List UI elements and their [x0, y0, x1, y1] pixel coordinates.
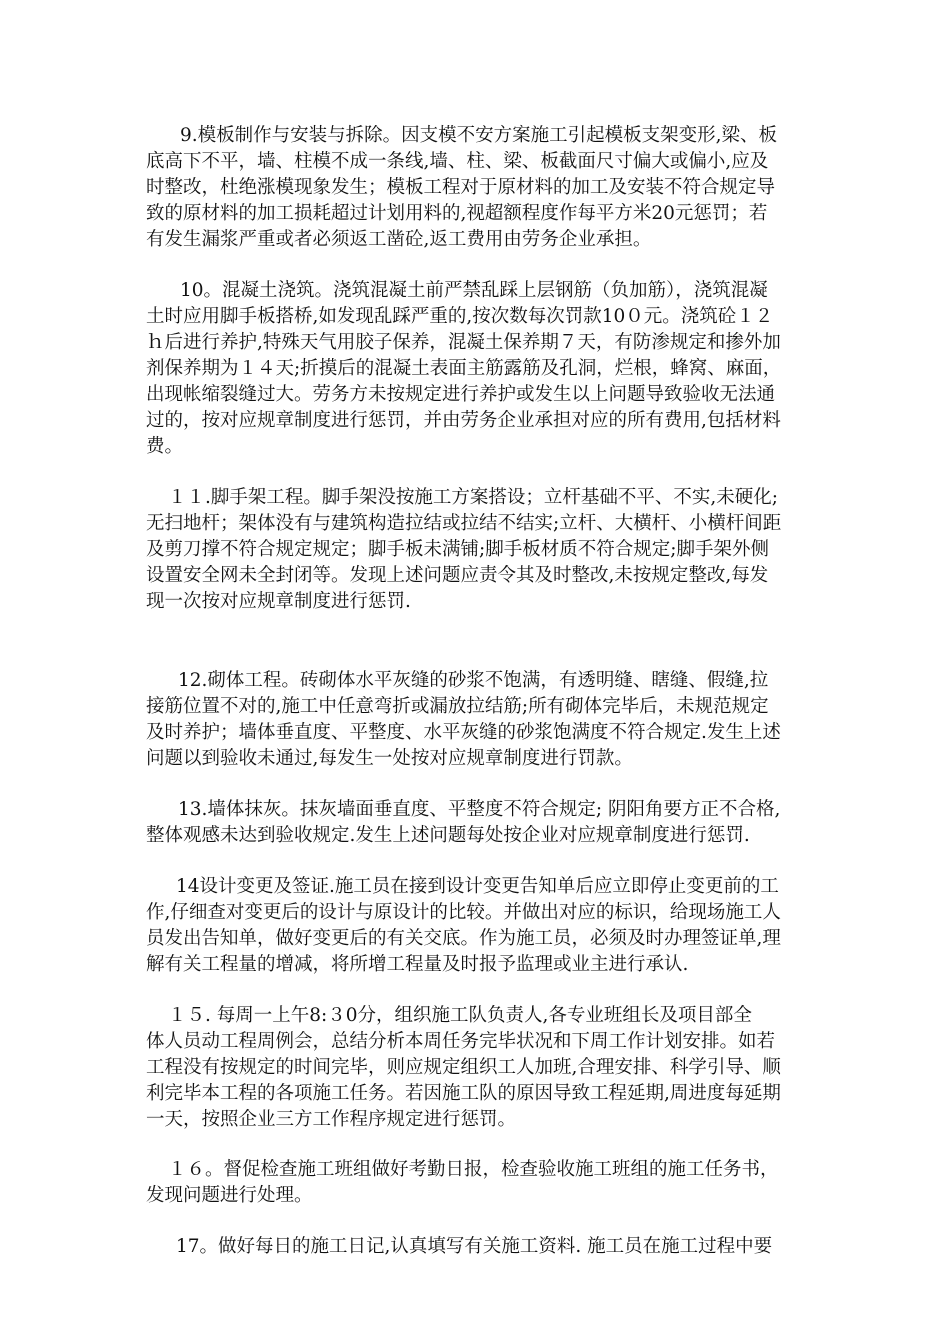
text-line: ｈ后进行养护,特殊天气用胶子保养，混凝土保养期７天，有防渗规定和掺外加 [146, 332, 781, 353]
text-line: 工程没有按规定的时间完毕，则应规定组织工人加班,合理安排、科学引导、顺 [146, 1057, 781, 1078]
text-line: 无扫地杆；架体没有与建筑构造拉结或拉结不结实;立杆、大横杆、小横杆间距 [146, 513, 782, 534]
text-line: 土时应用脚手板搭桥,如发现乱踩严重的,按次数每次罚款10０元。浇筑砼１２ [146, 306, 774, 327]
text-line: 12.砌体工程。砖砌体水平灰缝的砂浆不饱满，有透明缝、瞎缝、假缝,拉 [178, 670, 769, 691]
text-line: 时整改，杜绝涨模现象发生；模板工程对于原材料的加工及安装不符合规定导 [146, 177, 776, 198]
text-line: 费。 [146, 436, 184, 457]
text-line: 出现帐缩裂缝过大。劳务方未按规定进行养护或发生以上问题导致验收无法通 [146, 384, 776, 405]
text-line: 及剪刀撑不符合规定规定；脚手板未满铺;脚手板材质不符合规定;脚手架外侧 [146, 539, 769, 560]
text-line: １６。督促检查施工班组做好考勤日报，检查验收施工班组的施工任务书， [168, 1159, 779, 1180]
text-line: 接筋位置不对的,施工中任意弯折或漏放拉结筋;所有砌体完毕后，未规范规定 [146, 696, 769, 717]
text-line: 整体观感未达到验收规定.发生上述问题每处按企业对应规章制度进行惩罚. [146, 825, 750, 846]
text-line: 作,仔细查对变更后的设计与原设计的比较。并做出对应的标识，给现场施工人 [146, 902, 781, 923]
text-line: 体人员动工程周例会，总结分析本周任务完毕状况和下周工作计划安排。如若 [146, 1031, 776, 1052]
text-line: １５. 每周一上午8:３0分，组织施工队负责人,各专业班组长及项目部全 [168, 1005, 752, 1026]
text-line: 现一次按对应规章制度进行惩罚. [146, 591, 411, 612]
text-line: 底高下不平，墙、柱模不成一条线,墙、柱、梁、板截面尺寸偏大或偏小,应及 [146, 151, 769, 172]
text-line: 过的，按对应规章制度进行惩罚，并由劳务企业承担对应的所有费用,包括材料 [146, 410, 781, 431]
text-line: 剂保养期为１４天;折摸后的混凝土表面主筋露筋及孔洞，烂根，蜂窝、麻面， [146, 358, 782, 379]
text-line: 利完毕本工程的各项施工任务。若因施工队的原因导致工程延期,周进度每延期 [146, 1083, 781, 1104]
text-line: 致的原材料的加工损耗超过计划用料的,视超额程度作每平方米20元惩罚；若 [146, 203, 768, 224]
text-line: 9.模板制作与安装与拆除。因支模不安方案施工引起模板支架变形,梁、板 [180, 125, 778, 146]
text-line: 13.墙体抹灰。抹灰墙面垂直度、平整度不符合规定; 阴阳角要方正不合格, [178, 799, 781, 820]
text-line: 17。做好每日的施工日记,认真填写有关施工资料. 施工员在施工过程中要 [176, 1236, 773, 1257]
text-line: 有发生漏浆严重或者必须返工凿砼,返工费用由劳务企业承担。 [146, 229, 652, 250]
text-line: 设置安全网未全封闭等。发现上述问题应责令其及时整改,未按规定整改,每发 [146, 565, 769, 586]
text-line: 14设计变更及签证.施工员在接到设计变更告知单后应立即停止变更前的工 [176, 876, 779, 897]
text-line: １１.脚手架工程。脚手架没按施工方案搭设；立杆基础不平、不实,未硬化; [168, 487, 778, 508]
text-line: 解有关工程量的增减，将所增工程量及时报予监理或业主进行承认. [146, 954, 689, 975]
text-line: 发现问题进行处理。 [146, 1185, 313, 1206]
text-line: 员发出告知单，做好变更后的有关交底。作为施工员，必须及时办理签证单,理 [146, 928, 781, 949]
text-line: 及时养护；墙体垂直度、平整度、水平灰缝的砂浆饱满度不符合规定.发生上述 [146, 722, 781, 743]
text-line: 一天，按照企业三方工作程序规定进行惩罚。 [146, 1109, 517, 1130]
text-line: 10。混凝土浇筑。浇筑混凝土前严禁乱踩上层钢筋（负加筋），浇筑混凝 [180, 280, 768, 301]
text-line: 问题以到验收未通过,每发生一处按对应规章制度进行罚款。 [146, 748, 633, 769]
